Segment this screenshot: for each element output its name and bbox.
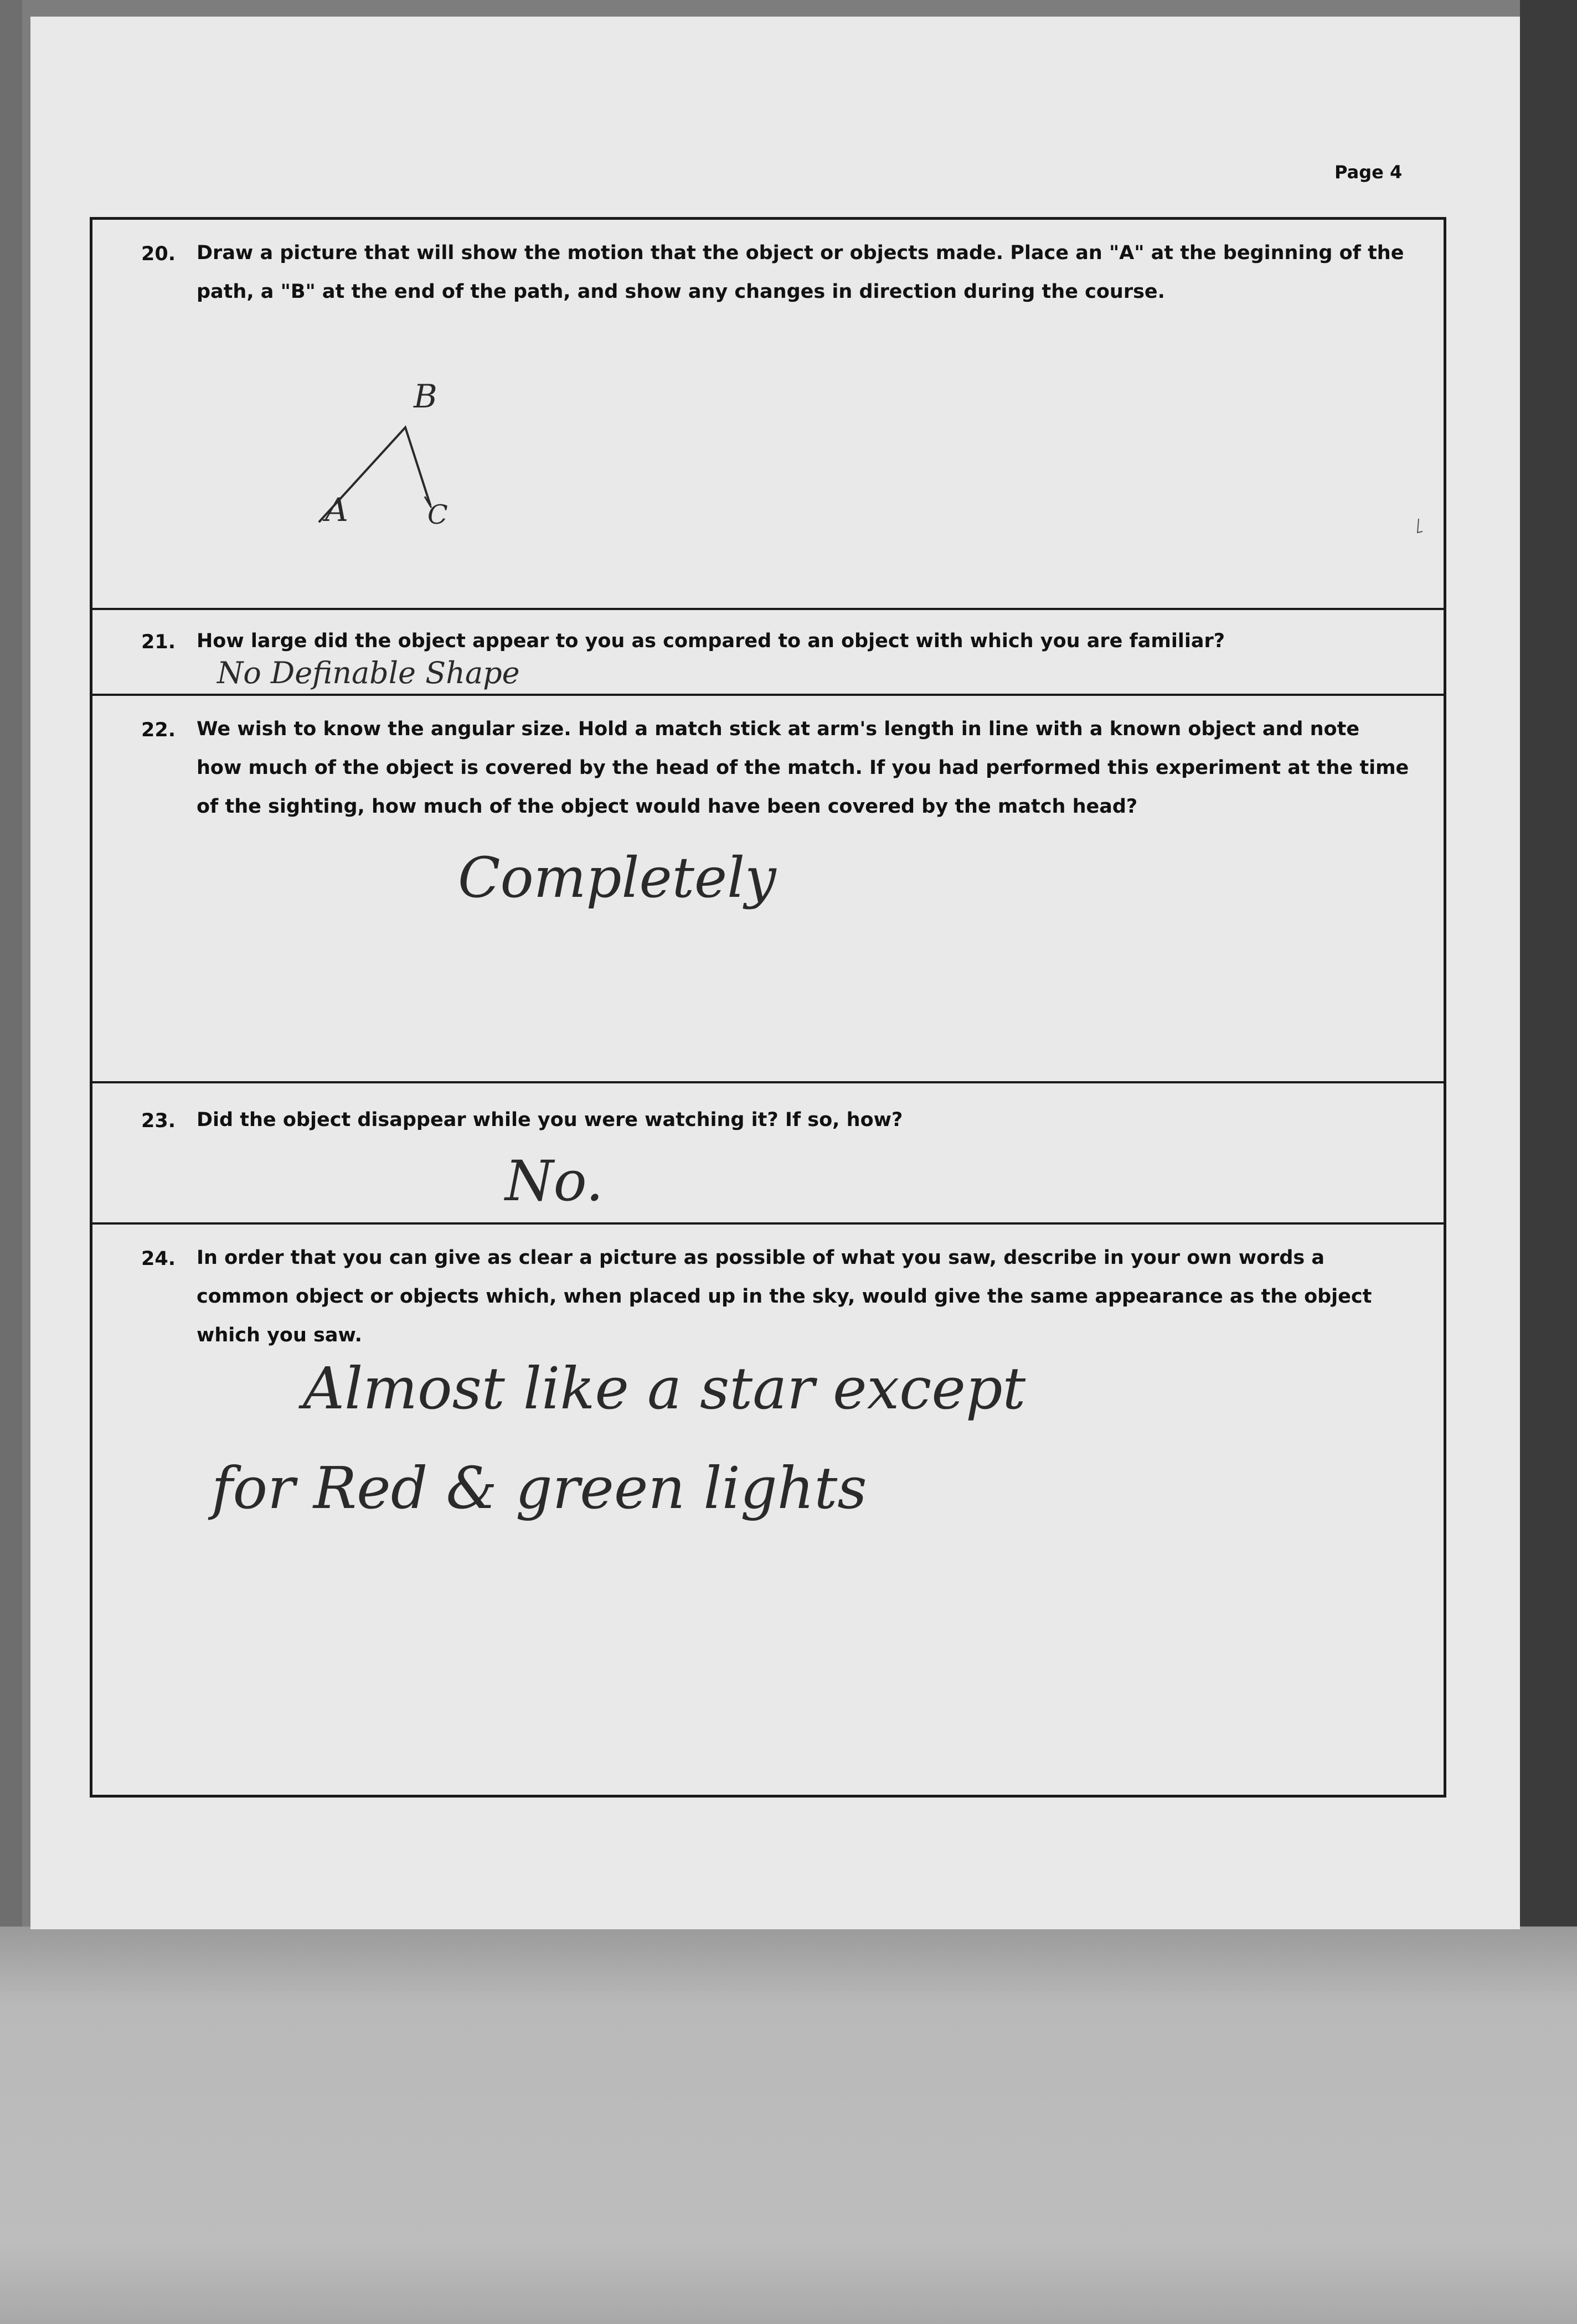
- question-20: [92, 220, 1444, 610]
- question-text: Draw a picture that will show the motion that the object or objects made. Place an "A" at the beginning of the path, a "B" at the end of the path, and show any changes in direction during the course.: [197, 242, 1404, 303]
- answer-22: Completely: [458, 845, 776, 910]
- question-22: [92, 696, 1444, 1083]
- question-number: 21.: [141, 631, 176, 653]
- path-label-b: B: [414, 378, 437, 415]
- motion-path-drawing: [92, 220, 1444, 607]
- answer-23: No.: [505, 1149, 604, 1213]
- question-text: How large did the object appear to you as compared to an object with which you are familiar?: [197, 630, 1225, 652]
- question-text: Did the object disappear while you were watching it? If so, how?: [197, 1109, 903, 1131]
- question-text: In order that you can give as clear a picture as possible of what you saw, describe in your own words a common object or objects which, when placed up in the sky, would give the same appearance as the object which you saw.: [197, 1247, 1372, 1346]
- question-24: [92, 1225, 1444, 1795]
- question-21: [92, 610, 1444, 696]
- path-label-a: A: [325, 491, 348, 529]
- page-number: Page 4: [1334, 162, 1403, 183]
- scan-border-left: [0, 0, 22, 1927]
- question-text: We wish to know the angular size. Hold a match stick at arm's length in line with a known object and note how much of the object is covered by the head of the match. If you had performed this experiment at the time of the sighting, how much of the object would have been covered by the match head?: [197, 718, 1409, 818]
- question-23: [92, 1083, 1444, 1225]
- questionnaire-form: [90, 217, 1446, 1798]
- answer-24-line-1: Almost like a star except: [303, 1355, 1026, 1422]
- path-label-c: C: [427, 499, 448, 530]
- question-number: 24.: [141, 1248, 176, 1270]
- scan-border-right: [1520, 0, 1577, 1927]
- question-number: 22.: [141, 719, 176, 741]
- answer-24-line-2: for Red & green lights: [212, 1454, 867, 1522]
- question-number: 20.: [141, 243, 176, 265]
- scan-border-bottom: [0, 1927, 1577, 2324]
- answer-21: No Definable Shape: [217, 655, 520, 690]
- question-number: 23.: [141, 1110, 176, 1132]
